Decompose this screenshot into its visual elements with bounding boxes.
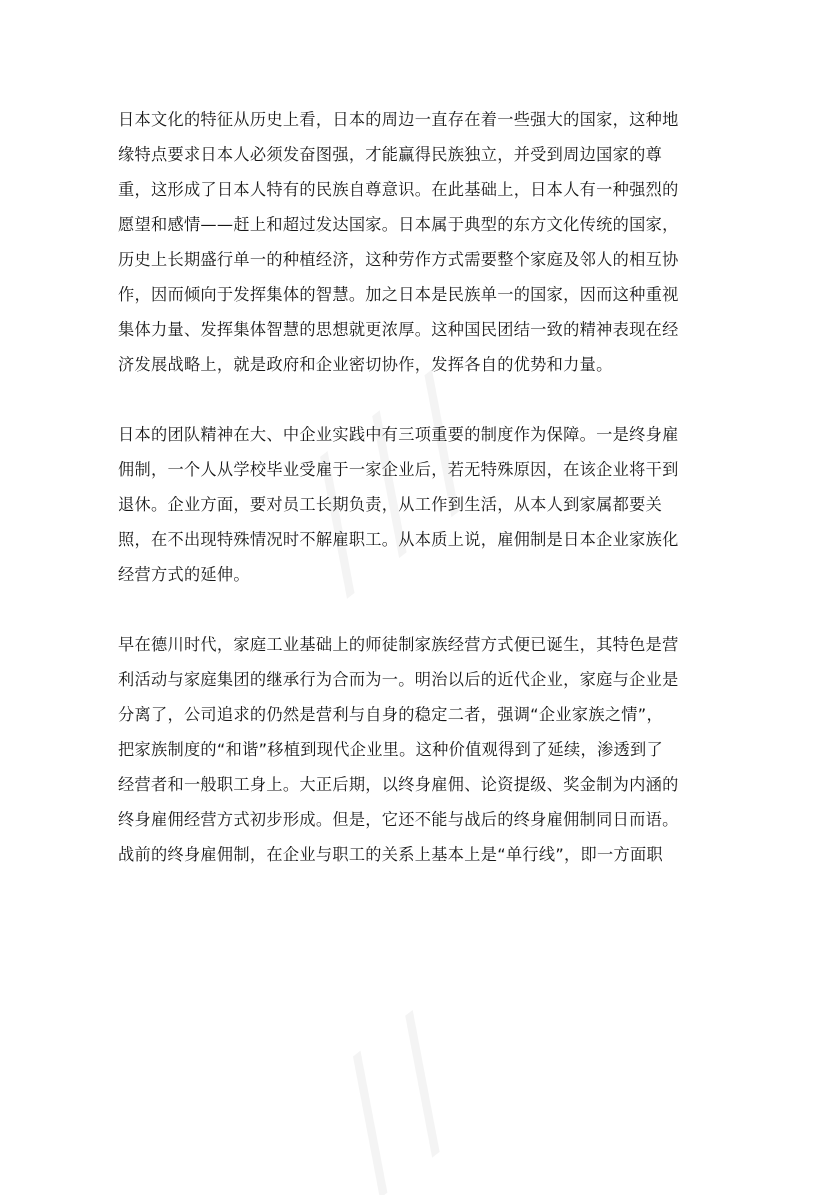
text-line: 早在德川时代，家庭工业基础上的师徒制家族经营方式便已诞生，其特色是营 — [118, 635, 679, 654]
text-line: 经营者和一般职工身上。大正后期，以终身雇佣、论资提级、奖金制为内涵的 — [118, 775, 679, 794]
text-line: 佣制，一个人从学校毕业受雇于一家企业后，若无特殊原因，在该企业将干到 — [118, 460, 679, 479]
text-line: 利活动与家庭集团的继承行为合而为一。明治以后的近代企业，家庭与企业是 — [118, 670, 679, 689]
watermark — [305, 1013, 488, 1195]
text-line: 退休。企业方面，要对员工长期负责，从工作到生活，从本人到家属都要关 — [118, 495, 663, 514]
text-line: 历史上长期盛行单一的种植经济，这种劳作方式需要整个家庭及邻人的相互协 — [118, 250, 679, 269]
text-line: 愿望和感情——赶上和超过发达国家。日本属于典型的东方文化传统的国家， — [118, 215, 679, 234]
text-line: 照，在不出现特殊情况时不解雇职工。从本质上说，雇佣制是日本企业家族化 — [118, 530, 679, 549]
text-line: 作，因而倾向于发挥集体的智慧。加之日本是民族单一的国家，因而这种重视 — [118, 285, 679, 304]
text-line: 分离了，公司追求的仍然是营利与自身的稳定二者，强调“企业家族之情”， — [118, 705, 663, 724]
text-line: 重，这形成了日本人特有的民族自尊意识。在此基础上，日本人有一种强烈的 — [118, 180, 679, 199]
text-line: 战前的终身雇佣制，在企业与职工的关系上基本上是“单行线”，即一方面职 — [118, 845, 663, 864]
paragraph-1 — [118, 102, 718, 382]
text-line: 把家族制度的“和谐”移植到现代企业里。这种价值观得到了延续，渗透到了 — [118, 740, 663, 759]
paragraph-2 — [118, 417, 718, 592]
paragraph-3 — [118, 627, 718, 872]
text-line: 日本文化的特征从历史上看，日本的周边一直存在着一些强大的国家，这种地 — [118, 110, 679, 129]
document-body — [118, 102, 718, 872]
text-line: 缘特点要求日本人必须发奋图强，才能赢得民族独立，并受到周边国家的尊 — [118, 145, 663, 164]
text-line: 终身雇佣经营方式初步形成。但是，它还不能与战后的终身雇佣制同日而语。 — [118, 810, 679, 829]
text-line: 济发展战略上，就是政府和企业密切协作，发挥各自的优势和力量。 — [118, 355, 613, 374]
text-line: 经营方式的延伸。 — [118, 565, 250, 584]
paragraph-gap — [118, 592, 718, 627]
text-line: 集体力量、发挥集体智慧的思想就更浓厚。这种国民团结一致的精神表现在经 — [118, 320, 679, 339]
text-line: 日本的团队精神在大、中企业实践中有三项重要的制度作为保障。一是终身雇 — [118, 425, 679, 444]
paragraph-gap — [118, 382, 718, 417]
